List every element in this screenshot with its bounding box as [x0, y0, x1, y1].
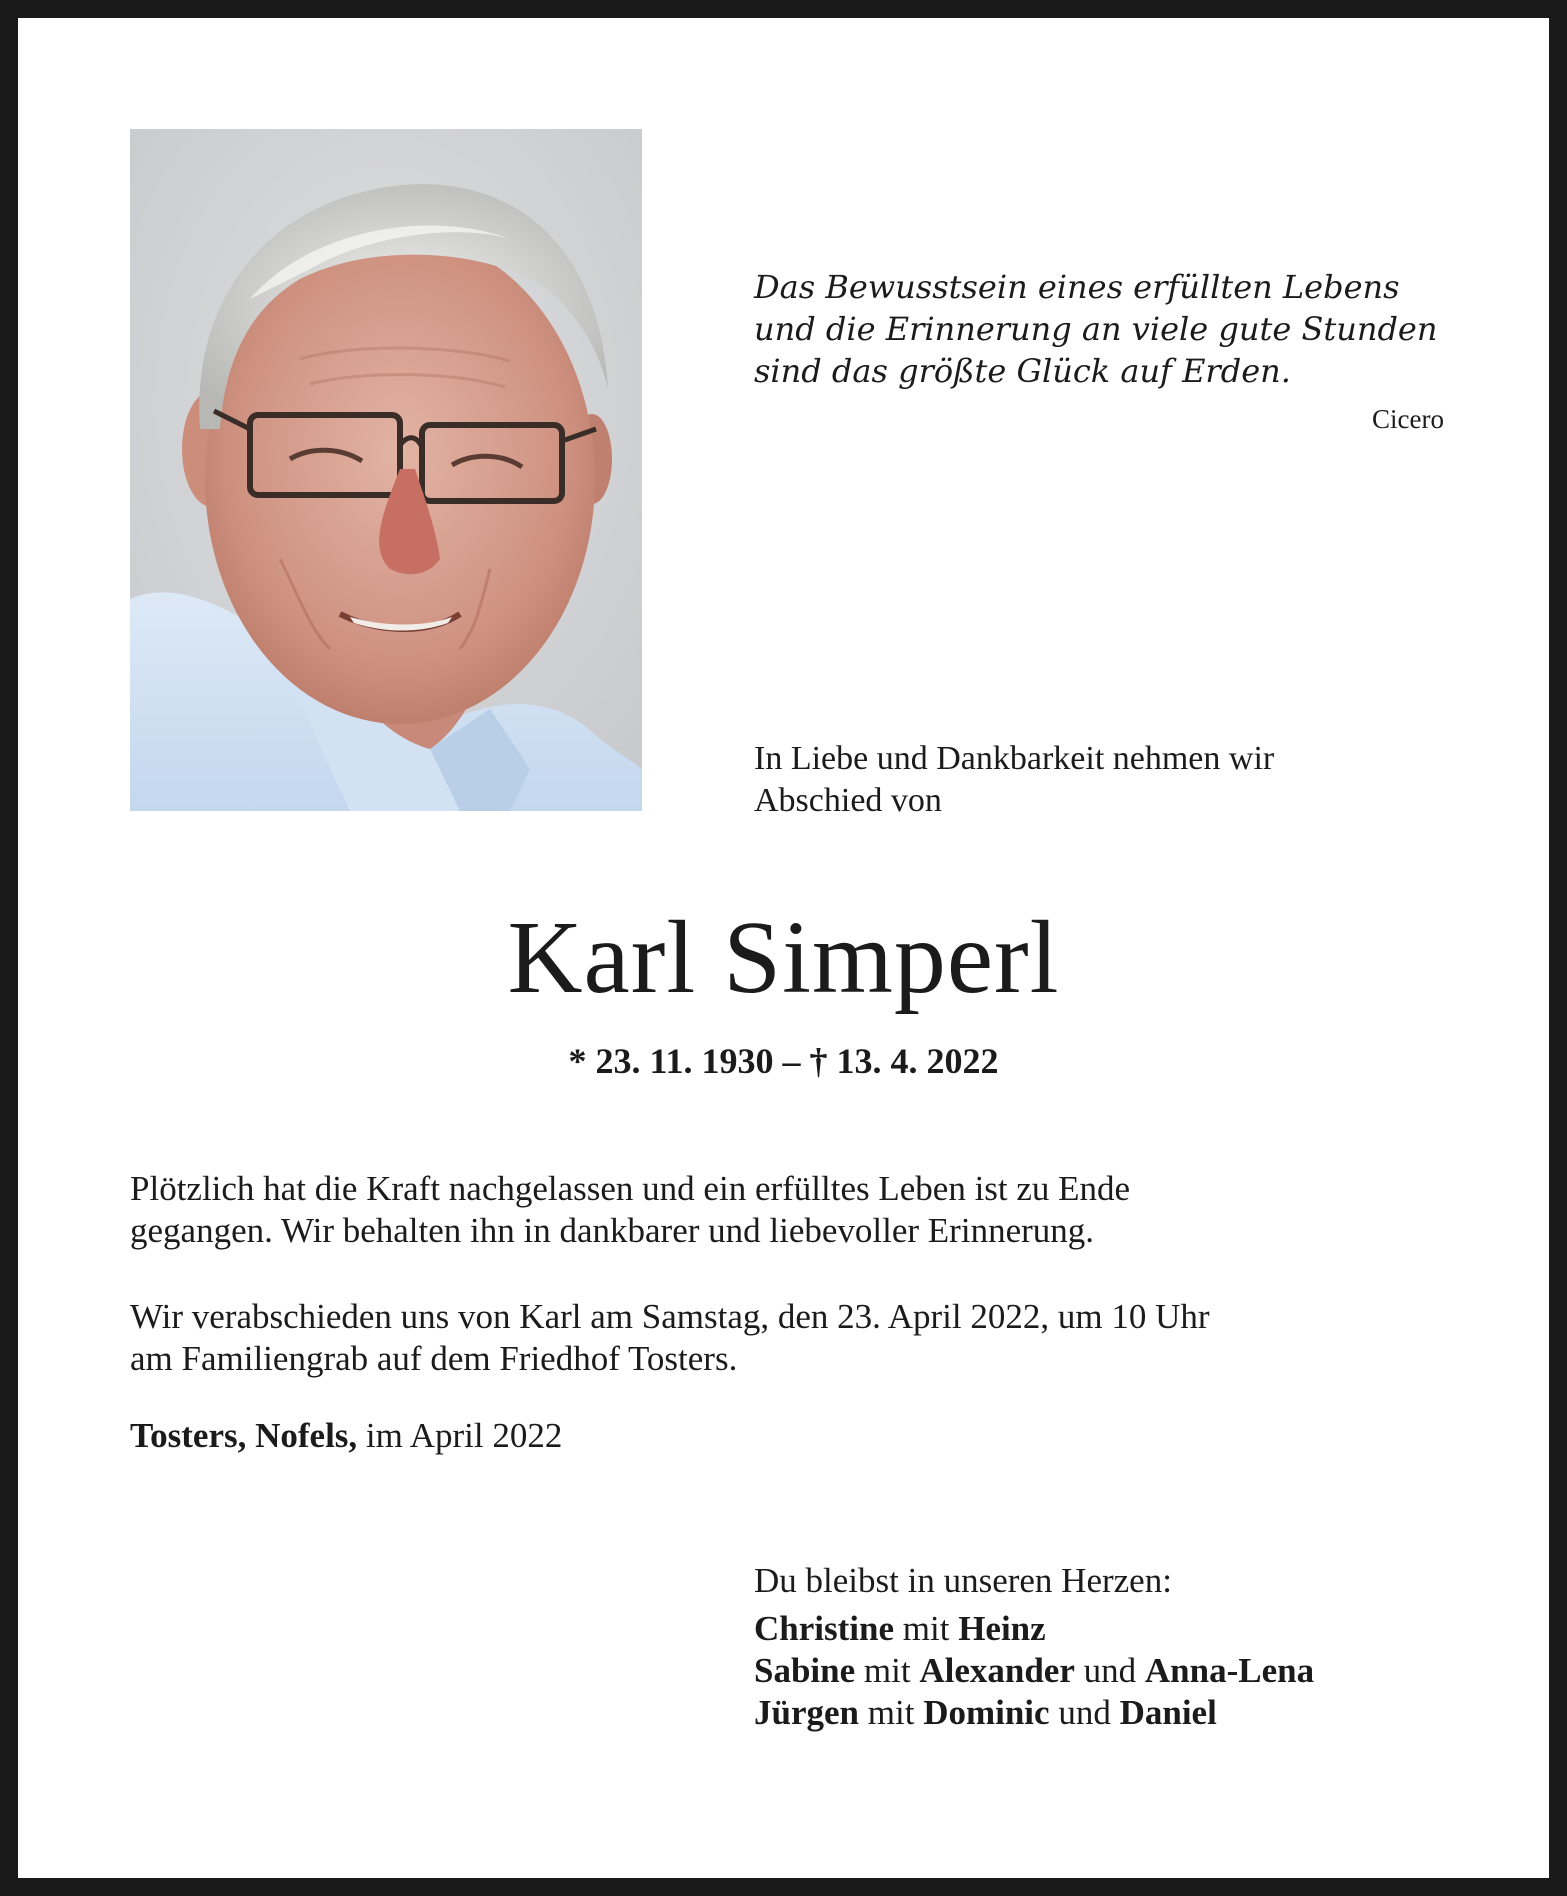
quote: [754, 266, 1454, 392]
family-member: Dominic: [923, 1693, 1050, 1732]
quote-line: Das Bewusstsein eines erfüllten Lebens: [754, 268, 1400, 306]
family-connector: und: [1058, 1693, 1111, 1732]
farewell-line: In Liebe und Dankbarkeit nehmen wir: [754, 740, 1275, 777]
obituary-sheet: [18, 18, 1549, 1878]
paragraph-funeral: [130, 1296, 1454, 1380]
paragraph-line: am Familiengrab auf dem Friedhof Tosters.: [130, 1339, 738, 1378]
place-locations: Tosters, Nofels,: [130, 1416, 358, 1455]
family-row: [754, 1692, 1454, 1734]
family-member: Heinz: [958, 1609, 1046, 1648]
farewell-text: [754, 738, 1454, 822]
family-connector: mit: [863, 1651, 911, 1690]
family-member: Christine: [754, 1609, 894, 1648]
quote-line: sind das größte Glück auf Erden.: [754, 352, 1291, 390]
quote-line: und die Erinnerung an viele gute Stunden: [754, 310, 1438, 348]
paragraph-line: gegangen. Wir behalten ihn in dankbarer und liebevoller Erinnerung.: [130, 1211, 1095, 1250]
place-date: [130, 1416, 562, 1456]
family-row: [754, 1608, 1454, 1650]
quote-author: Cicero: [1372, 404, 1444, 434]
paragraph-line: Wir verabschieden uns von Karl am Samstag, den 23. April 2022, um 10 Uhr: [130, 1297, 1210, 1336]
paragraph-passing: [130, 1168, 1454, 1252]
family-member: Anna-Lena: [1144, 1651, 1315, 1690]
family-list: [754, 1560, 1454, 1734]
paragraph-line: Plötzlich hat die Kraft nachgelassen und ein erfülltes Leben ist zu Ende: [130, 1169, 1131, 1208]
farewell-line: Abschied von: [754, 782, 942, 819]
family-member: Daniel: [1119, 1693, 1217, 1732]
family-connector: mit: [867, 1693, 915, 1732]
family-member: Sabine: [754, 1651, 856, 1690]
family-connector: mit: [902, 1609, 950, 1648]
portrait-photo: [130, 129, 642, 811]
deceased-name: Karl Simperl: [507, 900, 1060, 1015]
family-connector: und: [1083, 1651, 1137, 1690]
family-member: Jürgen: [754, 1693, 859, 1732]
life-dates: * 23. 11. 1930 – † 13. 4. 2022: [568, 1041, 999, 1081]
place-date-text: im April 2022: [365, 1416, 563, 1455]
family-intro: Du bleibst in unseren Herzen:: [754, 1561, 1172, 1600]
family-row: [754, 1650, 1454, 1692]
family-member: Alexander: [919, 1651, 1075, 1690]
